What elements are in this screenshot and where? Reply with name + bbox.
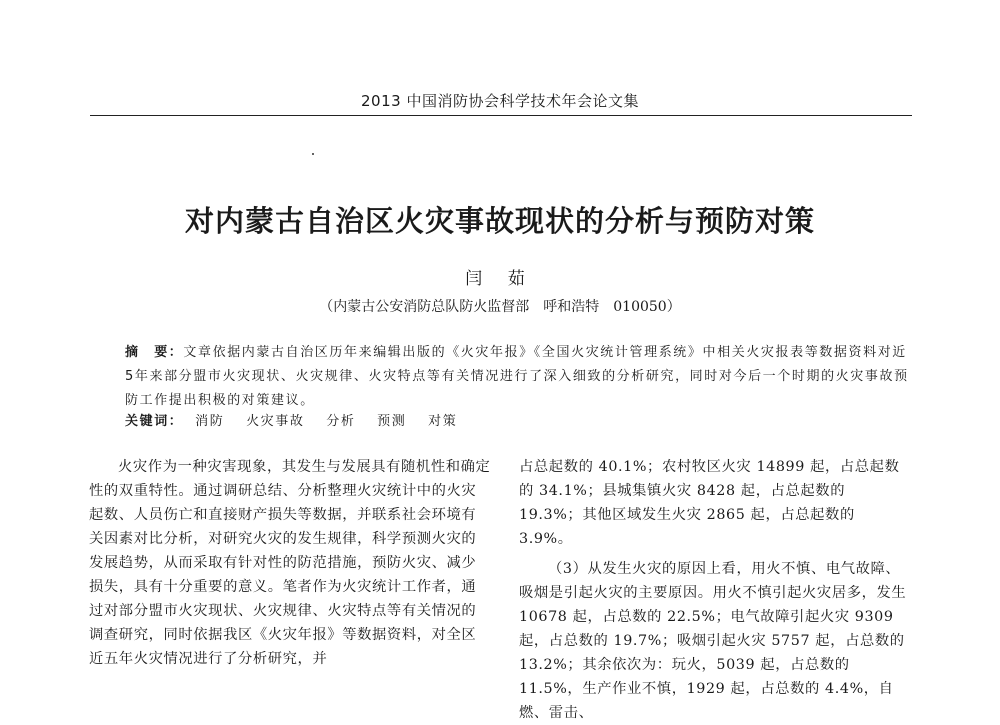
article-title: 对内蒙古自治区火灾事故现状的分析与预防对策 xyxy=(184,204,815,238)
keyword: 预测 xyxy=(377,414,407,429)
abstract-label: 摘 要： xyxy=(125,345,184,360)
running-header: 2013 中国消防协会科学技术年会论文集 xyxy=(361,92,639,110)
abstract-text: 文章依据内蒙古自治区历年来编辑出版的《火灾年报》《全国火灾统计管理系统》中相关火灾报表等数据资料对近5年来部分盟市火灾现状、火灾规律、火灾特点等有关情况进行了深入细致的分析研究，同时对今后一个时期的火灾事故预防工作提出积极的对策建议。 xyxy=(125,345,909,408)
keyword: 火灾事故 xyxy=(246,414,305,429)
keyword: 消防 xyxy=(195,414,225,429)
body-column-left xyxy=(89,455,491,671)
keyword: 分析 xyxy=(326,414,356,429)
keywords xyxy=(125,410,915,429)
body-paragraph: （3）从发生火灾的原因上看，用火不慎、电气故障、吸烟是引起火灾的主要原因。用火不慎引起火灾居多，发生 10678 起，占总数的 22.5%；电气故障引起火灾 9309 起，占总数的 19.7%；吸烟引起火灾 5757 起，占总数的 13.2%；其余依次为：玩火，5039 起，占总数的 11.5%，生产作业不慎，1929 起，占总数的 4.4%，自燃、雷击、 xyxy=(519,561,907,721)
body-paragraph: 火灾作为一种灾害现象，其发生与发展具有随机性和确定性的双重特性。通过调研总结、分析整理火灾统计中的火灾起数、人员伤亡和直接财产损失等数据，并联系社会环境有关因素对比分析，对研究火灾的发生规律，科学预测火灾的发展趋势，从而采取有针对性的防范措施，预防火灾、减少损失，具有十分重要的意义。笔者作为火灾统计工作者，通过对部分盟市火灾现状、火灾规律、火灾特点等有关情况的调查研究，同时依据我区《火灾年报》等数据资料，对全区近五年火灾情况进行了分析研究，并 xyxy=(89,459,491,667)
header-rule xyxy=(90,115,912,116)
author-affiliation: （内蒙古公安消防总队防火监督部 呼和浩特 010050） xyxy=(319,299,681,315)
body-paragraph: 占总起数的 40.1%；农村牧区火灾 14899 起，占总起数的 34.1%；县城集镇火灾 8428 起，占总起数的 19.3%；其他区域发生火灾 2865 起，占总起数的 3.9%。 xyxy=(519,459,900,547)
abstract xyxy=(125,341,915,413)
scan-speck xyxy=(312,153,314,155)
keyword: 对策 xyxy=(428,414,458,429)
body-column-right xyxy=(519,455,911,725)
article-author: 闫 茹 xyxy=(465,269,535,289)
keywords-label: 关键词： xyxy=(125,414,184,429)
